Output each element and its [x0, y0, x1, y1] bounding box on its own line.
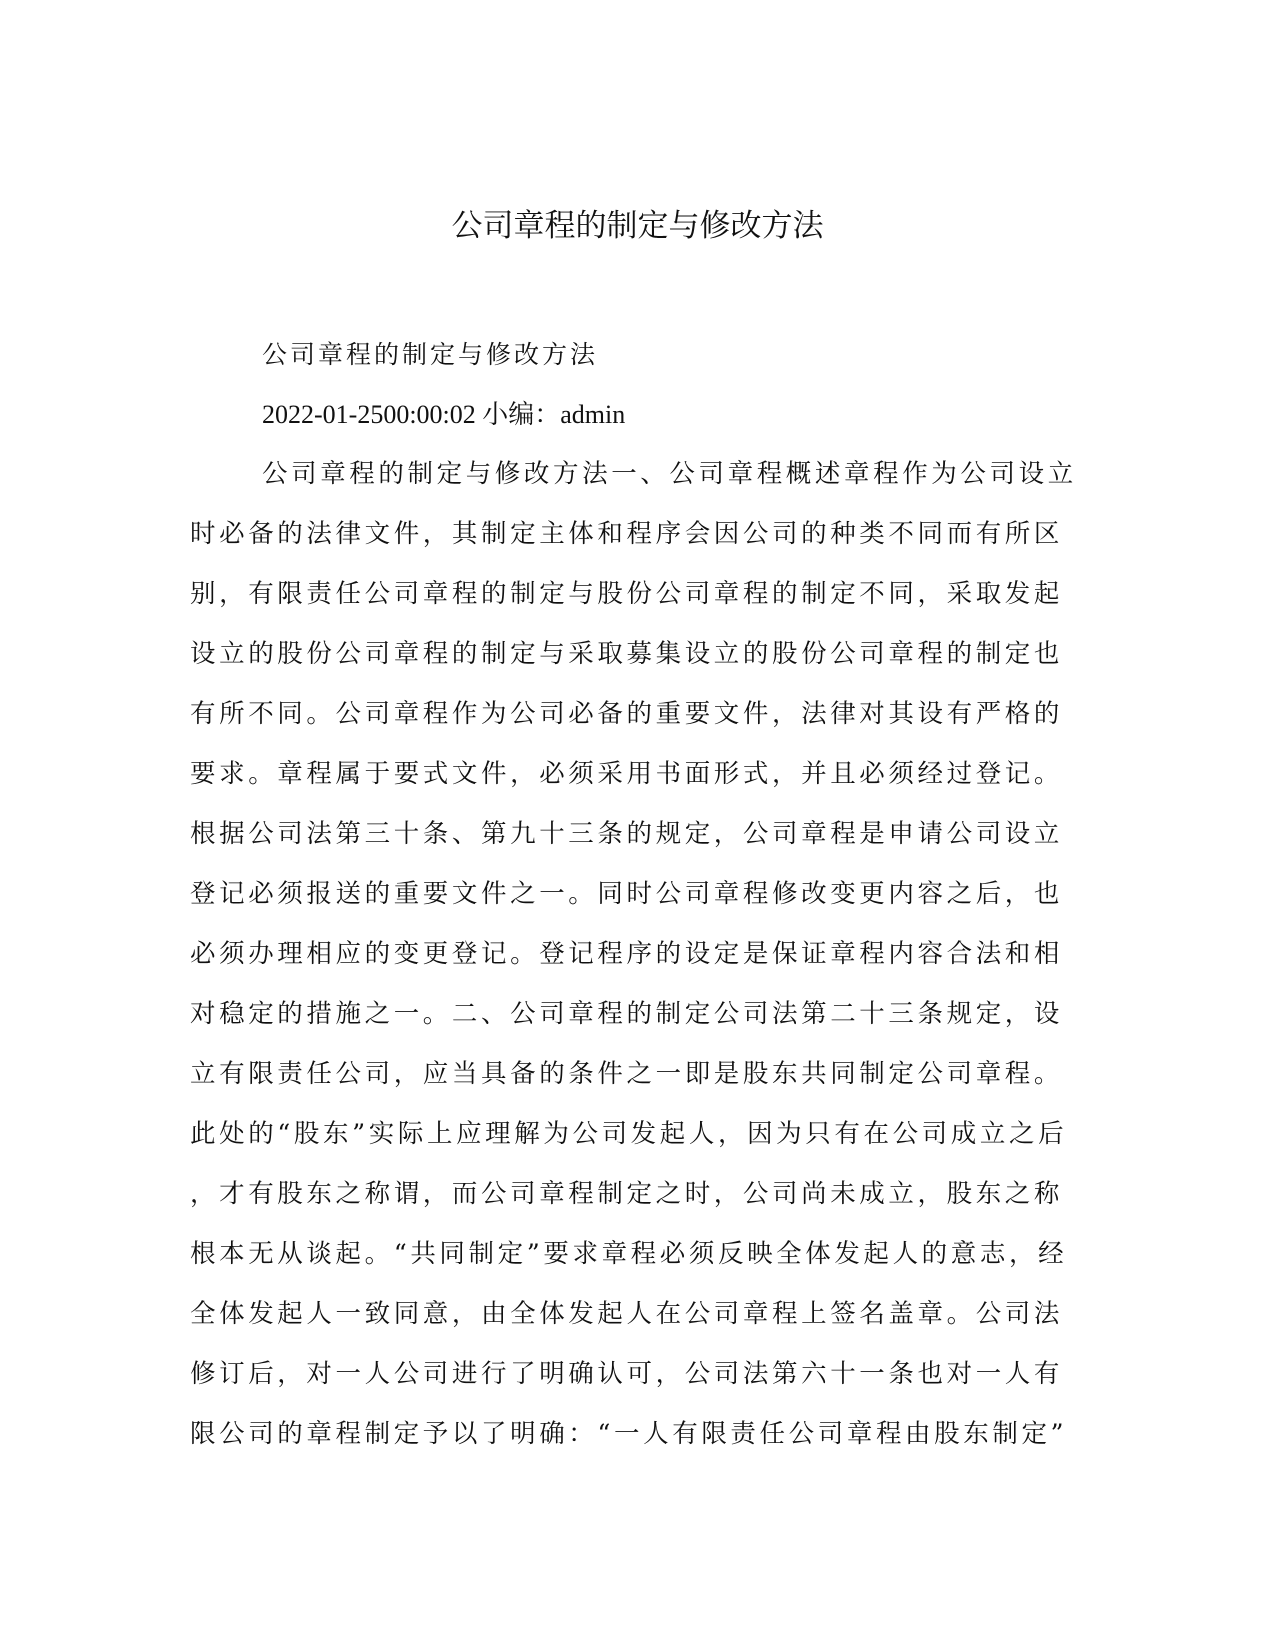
body-line: 修订后，对一人公司进行了明确认可，公司法第六十一条也对一人有: [190, 1359, 1064, 1389]
body-line: 限公司的章程制定予以了明确：“一人有限责任公司章程由股东制定”: [190, 1419, 1068, 1449]
body-line: 立有限责任公司，应当具备的条件之一即是股东共同制定公司章程。: [190, 1059, 1064, 1089]
body-line: 有所不同。公司章程作为公司必备的重要文件，法律对其设有严格的: [190, 699, 1064, 729]
article-heading: 公司章程的制定与修改方法: [262, 340, 599, 369]
body-line: 必须办理相应的变更登记。登记程序的设定是保证章程内容合法和相: [190, 939, 1064, 969]
body-line: 要求。章程属于要式文件，必须采用书面形式，并且必须经过登记。: [190, 759, 1064, 789]
publish-info: 2022-01-2500:00:02 小编：admin: [262, 400, 626, 429]
article-body: [190, 457, 1090, 1477]
body-line: 对稳定的措施之一。二、公司章程的制定公司法第二十三条规定，设: [190, 999, 1064, 1029]
document-title: 公司章程的制定与修改方法: [451, 208, 824, 244]
body-line: 根据公司法第三十条、第九十三条的规定，公司章程是申请公司设立: [190, 819, 1064, 849]
body-line: 公司章程的制定与修改方法一、公司章程概述章程作为公司设立: [262, 459, 1077, 489]
body-line: 此处的“股东”实际上应理解为公司发起人，因为只有在公司成立之后: [190, 1119, 1068, 1149]
body-line: 全体发起人一致同意，由全体发起人在公司章程上签名盖章。公司法: [190, 1299, 1064, 1329]
body-line: ，才有股东之称谓，而公司章程制定之时，公司尚未成立，股东之称: [190, 1179, 1064, 1209]
body-line: 登记必须报送的重要文件之一。同时公司章程修改变更内容之后，也: [190, 879, 1064, 909]
body-line: 时必备的法律文件，其制定主体和程序会因公司的种类不同而有所区: [190, 519, 1064, 549]
body-line: 设立的股份公司章程的制定与采取募集设立的股份公司章程的制定也: [190, 639, 1064, 669]
body-line: 别，有限责任公司章程的制定与股份公司章程的制定不同，采取发起: [190, 579, 1064, 609]
body-line: 根本无从谈起。“共同制定”要求章程必须反映全体发起人的意志，经: [190, 1239, 1068, 1269]
